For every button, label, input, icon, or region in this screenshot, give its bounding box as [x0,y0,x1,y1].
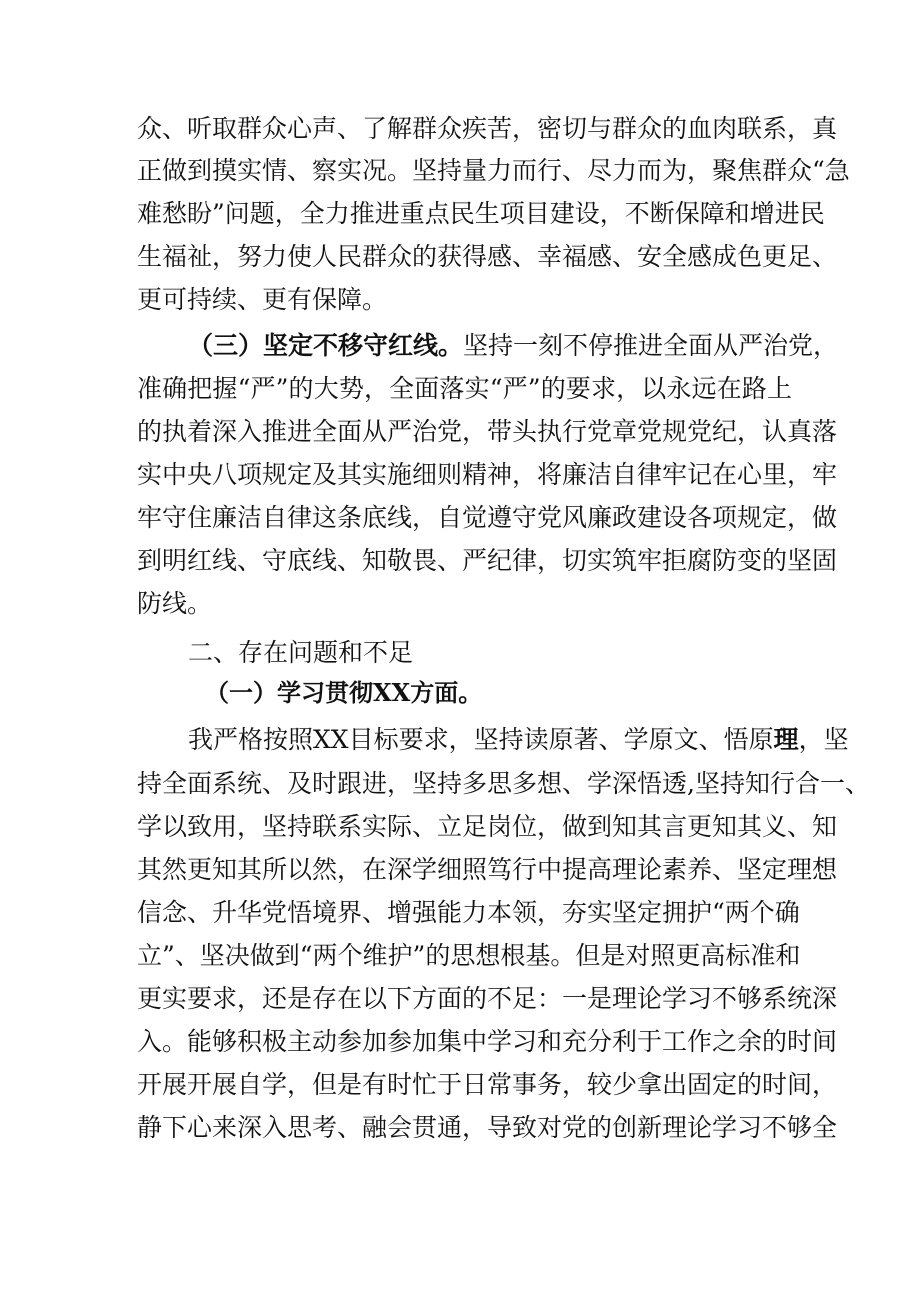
paragraph-3-first-line-end: ，坚 [798,725,849,754]
paragraph-3-first-line [188,720,849,760]
paragraph-3-line: 更实要求，还是存在以下方面的不足：一是理论学习不够系统深 [137,984,838,1013]
paragraph-3-bold-char: 理 [773,725,799,754]
paragraph-2-line: 到明红线、守底线、知敬畏、严纪律，切实筑牢拒腐防变的坚固 [137,546,838,575]
paragraph-3-first-line-text: 我严格按照XX目标要求，坚持读原著、学原文、悟原 [188,725,774,754]
paragraph-2-line: 准确把握“严”的大势，全面落实“严”的要求，以永远在路上 [137,374,792,403]
paragraph-3-line: 开展开展自学，但是有时忙于日常事务，较少拿出固定的时间， [137,1070,838,1099]
paragraph-2-line: 实中央八项规定及其实施细则精神，将廉洁自律牢记在心里，牢 [137,460,838,489]
paragraph-3-line: 学以致用，坚持联系实际、立足岗位，做到知其言更知其义、知 [137,812,838,841]
section-heading: 二、存在问题和不足 [188,638,414,667]
paragraph-2-first-line [188,326,839,366]
paragraph-1-line: 生福祉，努力使人民群众的获得感、幸福感、安全感成色更足、 [137,242,838,271]
paragraph-2-line: 防线。 [137,589,213,618]
paragraph-2-line: 牢守住廉洁自律这条底线，自觉遵守党风廉政建设各项规定，做 [137,503,838,532]
paragraph-1-line: 众、听取群众心声、了解群众疾苦，密切与群众的血肉联系，真 [137,114,838,143]
paragraph-2-first-line-text: 坚持一刻不停推进全面从严治党， [463,331,839,360]
subsection-heading: （一）学习贯彻XX方面。 [205,678,483,707]
paragraph-3-line: 其然更知其所以然，在深学细照笃行中提高理论素养、坚定理想 [137,855,838,884]
paragraph-3-line: 立”、坚决做到“两个维护”的思想根基。但是对照更高标准和 [137,941,801,970]
paragraph-3-line: 静下心来深入思考、融会贯通，导致对党的创新理论学习不够全 [137,1113,838,1142]
paragraph-2-bold-lead: （三）坚定不移守红线。 [188,331,464,360]
paragraph-1-line: 更可持续、更有保障。 [137,285,388,314]
paragraph-3-line: 信念、升华党悟境界、增强能力本领，夯实坚定拥护“两个确 [137,898,800,927]
paragraph-3-line: 持全面系统、及时跟进，坚持多思多想、学深悟透,坚持知行合一、 [137,769,870,798]
paragraph-3-line: 入。能够积极主动参加参加集中学习和充分利于工作之余的时间 [137,1027,838,1056]
paragraph-1-line: 正做到摸实情、察实况。坚持量力而行、尽力而为，聚焦群众“急 [137,156,850,185]
paragraph-1-line: 难愁盼”问题，全力推进重点民生项目建设，不断保障和增进民 [137,199,825,228]
paragraph-2-line: 的执着深入推进全面从严治党，带头执行党章党规党纪，认真落 [137,417,838,446]
